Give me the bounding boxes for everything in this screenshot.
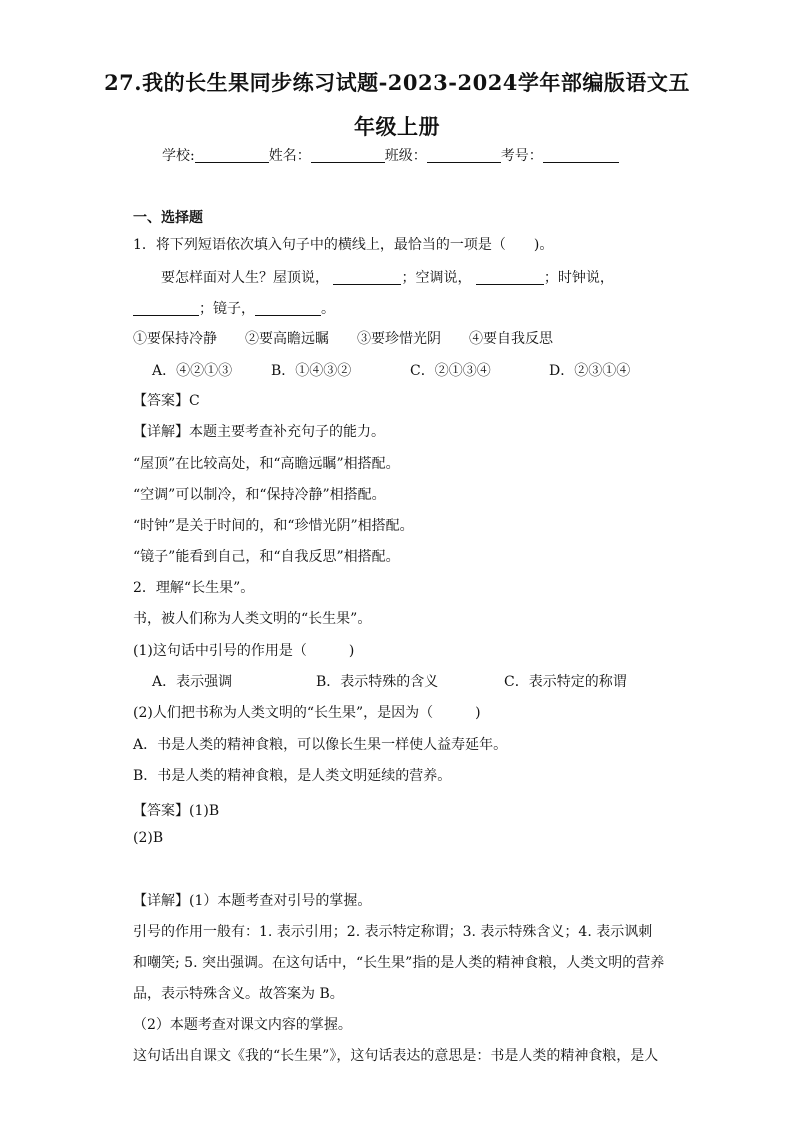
document-title-line1: 27.我的长生果同步练习试题-2023-2024学年部编版语文五 [104, 70, 690, 95]
q2-detail-3: 和嘲笑; 5. 突出强调。在这句话中，“长生果”指的是人类的精神食粮，人类文明的营养 [133, 955, 665, 971]
q2-answer-1: 【答案】(1)B [133, 803, 220, 819]
name-blank [311, 148, 385, 163]
name-label: 姓名： [268, 148, 311, 164]
q1-option-d: D．②③①④ [549, 363, 631, 379]
q1-option-c: C．②①③④ [410, 363, 491, 379]
q1-phrases: ①要保持冷静 ②要高瞻远瞩 ③要珍惜光阴 ④要自我反思 [133, 331, 553, 347]
q1-detail-4: “时钟”是关于时间的，和“珍惜光阴”相搭配。 [133, 518, 414, 534]
q1-option-b: B．①④③② [271, 363, 352, 379]
q2-stem: 2．理解“长生果”。 [133, 580, 255, 596]
q2-detail-2: 引号的作用一般有：1. 表示引用；2. 表示特定称谓；3. 表示特殊含义；4. 表示讽刺 [133, 924, 653, 940]
q2-sub2-option-a: A．书是人类的精神食粮，可以像长生果一样使人益寿延年。 [133, 737, 508, 753]
school-blank [195, 148, 269, 163]
q2-detail-6: 这句话出自课文《我的“长生果”》，这句话表达的意思是：书是人类的精神食粮，是人 [133, 1048, 659, 1064]
document-title-line2: 年级上册 [354, 114, 440, 139]
q1-detail-3: “空调”可以制冷，和“保持冷静”相搭配。 [133, 487, 386, 503]
q2-sub2-option-b: B．书是人类的精神食粮，是人类文明延续的营养。 [133, 768, 452, 784]
section-heading: 一、选择题 [133, 210, 203, 226]
q1-sentence-e: 。 [321, 301, 335, 317]
q1-blank-2 [476, 270, 544, 285]
q2-answer-2: (2)B [133, 830, 164, 846]
exam-no-label: 考号： [500, 148, 543, 164]
student-info-row [162, 145, 619, 165]
q2-text: 书，被人们称为人类文明的“长生果”。 [133, 611, 372, 627]
q1-sentence-a: 要怎样面对人生？屋顶说， [161, 270, 329, 286]
class-label: 班级： [384, 148, 427, 164]
q1-stem: 1．将下列短语依次填入句子中的横线上，最恰当的一项是（ )。 [133, 237, 554, 253]
q2-detail-1: 【详解】(1）本题考查对引号的掌握。 [133, 893, 372, 909]
q1-detail-2: “屋顶”在比较高处，和“高瞻远瞩”相搭配。 [133, 456, 400, 472]
q2-sub2: (2)人们把书称为人类文明的“长生果”，是因为（ ) [133, 705, 481, 721]
q2-sub1-option-c: C．表示特定的称谓 [504, 674, 627, 690]
q2-sub1-option-a: A．表示强调 [152, 674, 233, 690]
q1-detail-5: “镜子”能看到自己，和“自我反思”相搭配。 [133, 549, 400, 565]
q1-answer: 【答案】C [133, 393, 200, 409]
q2-sub1: (1)这句话中引号的作用是（ ) [133, 643, 355, 659]
q2-sub1-option-b: B．表示特殊的含义 [316, 674, 439, 690]
exam-no-blank [543, 148, 619, 163]
q1-blank-1 [333, 270, 401, 285]
q1-sentence-line2 [133, 298, 335, 318]
q1-sentence-d: ；镜子， [199, 301, 255, 317]
q1-sentence-c: ；时钟说， [543, 270, 614, 286]
q1-blank-3 [133, 301, 199, 316]
q2-detail-4: 品，表示特殊含义。故答案为 B。 [133, 986, 344, 1002]
q2-detail-5: （2）本题考查对课文内容的掌握。 [133, 1017, 352, 1033]
q1-sentence-b: ；空调说， [401, 270, 472, 286]
school-label: 学校: [162, 148, 195, 164]
q1-option-a: A．④②①③ [152, 363, 233, 379]
q1-detail-1: 【详解】本题主要考查补充句子的能力。 [133, 424, 385, 440]
q1-blank-4 [255, 301, 321, 316]
class-blank [427, 148, 501, 163]
q1-sentence-line1 [161, 267, 614, 287]
